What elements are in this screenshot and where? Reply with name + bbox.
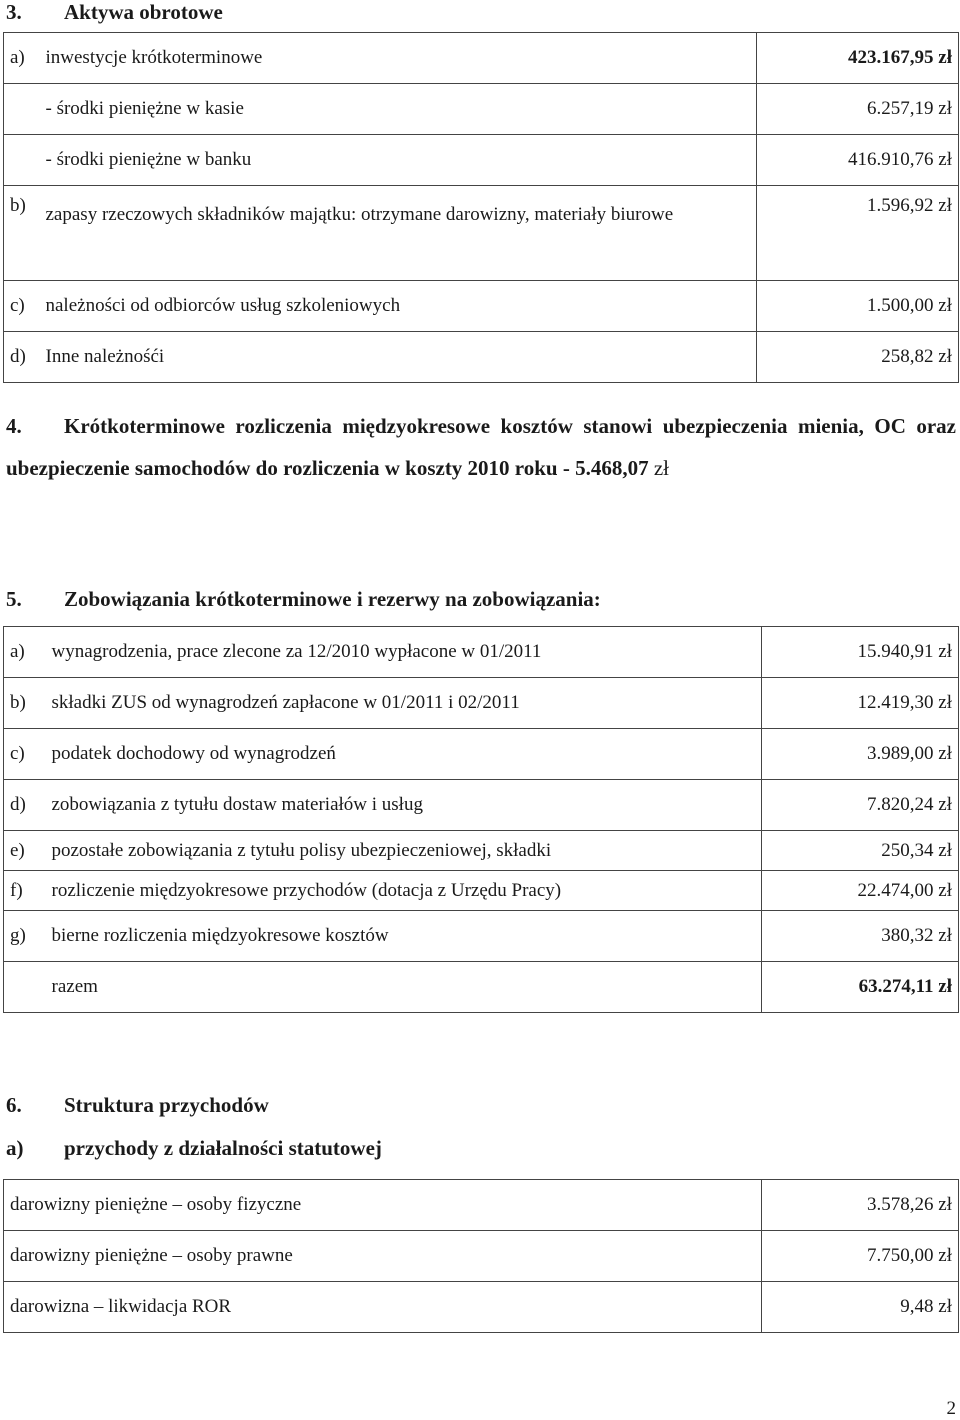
table-row (4, 332, 959, 383)
table-row (4, 186, 959, 281)
section-6a-title: przychody z działalności statutowej (64, 1136, 382, 1160)
section-3-heading (6, 0, 223, 25)
row-text: należności od odbiorców usług szkoleniowych (42, 281, 757, 332)
row-amount: 7.820,24 zł (762, 780, 959, 831)
row-label: d) (4, 332, 42, 383)
row-label: a) (4, 627, 48, 678)
row-text: wynagrodzenia, prace zlecone za 12/2010 wypłacone w 01/2011 (48, 627, 762, 678)
row-text: składki ZUS od wynagrodzeń zapłacone w 01/2011 i 02/2011 (48, 678, 762, 729)
table-row (4, 678, 959, 729)
total-label: razem (48, 962, 762, 1013)
row-label (4, 135, 42, 186)
table-row (4, 871, 959, 911)
row-label: g) (4, 911, 48, 962)
revenue-table (3, 1179, 959, 1333)
current-assets-table (3, 32, 959, 383)
row-text: zapasy rzeczowych składników majątku: otrzymane darowizny, materiały biurowe (42, 186, 757, 281)
section-6-title: Struktura przychodów (64, 1093, 269, 1117)
table-row (4, 1282, 959, 1333)
row-amount: 250,34 zł (762, 831, 959, 871)
row-amount: 258,82 zł (757, 332, 959, 383)
table-row (4, 84, 959, 135)
table-row (4, 135, 959, 186)
row-text: bierne rozliczenia międzyokresowe kosztów (48, 911, 762, 962)
row-label (4, 84, 42, 135)
row-label: a) (4, 33, 42, 84)
section-6-number: 6. (6, 1093, 22, 1117)
row-amount: 7.750,00 zł (762, 1231, 959, 1282)
row-text: darowizna – likwidacja ROR (4, 1282, 762, 1333)
section-5-title: Zobowiązania krótkoterminowe i rezerwy na zobowiązania: (64, 587, 601, 611)
table-row (4, 1231, 959, 1282)
table-row (4, 33, 959, 84)
table-row (4, 627, 959, 678)
table-row (4, 281, 959, 332)
row-label: c) (4, 281, 42, 332)
table-row (4, 780, 959, 831)
section-3-number: 3. (6, 0, 22, 24)
table-row (4, 911, 959, 962)
row-amount: 1.596,92 zł (757, 186, 959, 281)
section-4-text: Krótkoterminowe rozliczenia międzyokresowe kosztów stanowi ubezpieczenia mienia, OC oraz ubezpieczenie samochodów do rozliczenia w koszty 2010 roku - 5.468,07 (6, 414, 956, 480)
row-text: darowizny pieniężne – osoby prawne (4, 1231, 762, 1282)
total-row (4, 962, 959, 1013)
total-amount: 63.274,11 zł (762, 962, 959, 1013)
section-5-heading (6, 587, 601, 612)
row-label: e) (4, 831, 48, 871)
section-3-title: Aktywa obrotowe (64, 0, 223, 24)
row-text: rozliczenie międzyokresowe przychodów (dotacja z Urzędu Pracy) (48, 871, 762, 911)
row-amount: 380,32 zł (762, 911, 959, 962)
row-amount: 423.167,95 zł (757, 33, 959, 84)
section-4-unit: zł (653, 456, 670, 480)
section-5-number: 5. (6, 587, 22, 611)
row-label: d) (4, 780, 48, 831)
row-text: pozostałe zobowiązania z tytułu polisy ubezpieczeniowej, składki (48, 831, 762, 871)
row-label: b) (4, 678, 48, 729)
row-amount: 3.989,00 zł (762, 729, 959, 780)
row-text: darowizny pieniężne – osoby fizyczne (4, 1180, 762, 1231)
section-6-heading (6, 1093, 269, 1118)
section-4-paragraph (6, 405, 956, 489)
row-label: b) (4, 186, 42, 281)
table-row (4, 1180, 959, 1231)
page-number: 2 (946, 1398, 956, 1419)
table-row (4, 729, 959, 780)
section-6a-label: a) (6, 1136, 24, 1160)
row-label: f) (4, 871, 48, 911)
row-text: - środki pieniężne w banku (42, 135, 757, 186)
row-amount: 416.910,76 zł (757, 135, 959, 186)
row-amount: 6.257,19 zł (757, 84, 959, 135)
section-4-number: 4. (6, 414, 22, 438)
row-amount: 9,48 zł (762, 1282, 959, 1333)
liabilities-table (3, 626, 959, 1013)
row-text: - środki pieniężne w kasie (42, 84, 757, 135)
row-amount: 15.940,91 zł (762, 627, 959, 678)
section-6a-heading (6, 1136, 382, 1161)
row-amount: 12.419,30 zł (762, 678, 959, 729)
table-row (4, 831, 959, 871)
row-label: c) (4, 729, 48, 780)
row-text: zobowiązania z tytułu dostaw materiałów i usług (48, 780, 762, 831)
row-amount: 22.474,00 zł (762, 871, 959, 911)
row-text: podatek dochodowy od wynagrodzeń (48, 729, 762, 780)
row-text: inwestycje krótkoterminowe (42, 33, 757, 84)
row-amount: 1.500,00 zł (757, 281, 959, 332)
total-label-cell (4, 962, 48, 1013)
row-text: Inne należnośći (42, 332, 757, 383)
row-amount: 3.578,26 zł (762, 1180, 959, 1231)
